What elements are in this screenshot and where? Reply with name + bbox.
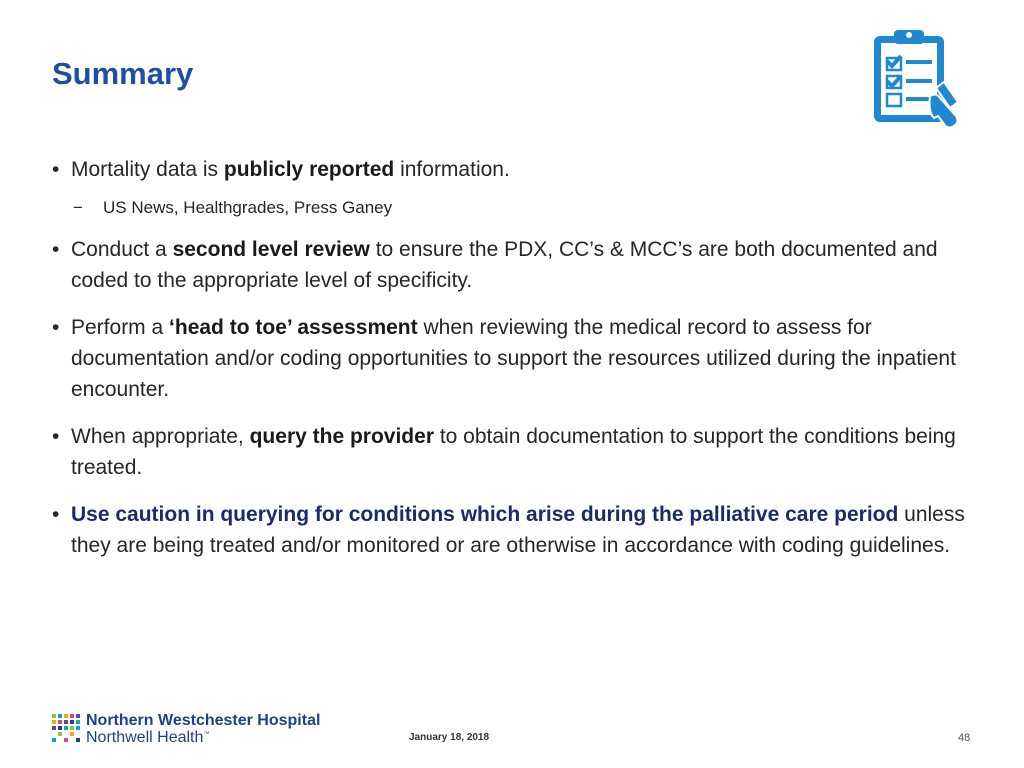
logo-hospital-name: Northern Westchester Hospital [86, 712, 321, 729]
sub-bullet-item [50, 196, 980, 220]
bullet-dot: • [52, 316, 60, 339]
logo-grid-dot [64, 714, 68, 718]
bullet-item [50, 499, 980, 561]
bullet-dot: • [52, 158, 60, 181]
sub-bullet-dash: − [73, 198, 83, 217]
logo-health-system-name [86, 729, 209, 747]
trademark-mark: ™ [203, 731, 210, 738]
logo-grid-icon [52, 714, 80, 744]
logo-grid-dot [58, 732, 62, 736]
bullet-text: Perform a [71, 316, 170, 339]
logo-grid-dot [52, 738, 56, 742]
bullet-item [50, 154, 980, 185]
bullet-text: Conduct a [71, 238, 173, 261]
logo-grid-dot [70, 720, 74, 724]
clipboard-checklist-icon [866, 26, 974, 130]
bullet-item [50, 234, 980, 296]
logo-grid-dot [76, 726, 80, 730]
logo-grid-dot [64, 726, 68, 730]
logo-grid-dot [64, 720, 68, 724]
logo-grid-dot [76, 738, 80, 742]
slide-title: Summary [52, 56, 194, 91]
bullet-list [50, 154, 980, 577]
bullet-item [50, 421, 980, 483]
northwell-logo [52, 712, 342, 748]
logo-grid-dot [58, 720, 62, 724]
logo-grid-dot [76, 720, 80, 724]
bullet-dot: • [52, 503, 60, 526]
logo-grid-dot [64, 738, 68, 742]
logo-grid-dot [76, 714, 80, 718]
bullet-dot: • [52, 238, 60, 261]
logo-grid-dot [52, 726, 56, 730]
logo-northwell-text: Northwell Health [86, 729, 204, 746]
bullet-text: unless they are being treated and/or monitored or are otherwise in accordance with coding guidelines. [71, 503, 965, 557]
logo-grid-dot [52, 720, 56, 724]
footer-date: January 18, 2018 [409, 732, 490, 743]
logo-grid-dot [70, 732, 74, 736]
logo-grid-dot [58, 714, 62, 718]
bullet-text: information. [394, 158, 510, 181]
logo-grid-dot [52, 714, 56, 718]
bullet-emphasis: query the provider [249, 425, 434, 448]
logo-grid-dot [58, 726, 62, 730]
sub-bullet-text: US News, Healthgrades, Press Ganey [103, 198, 393, 217]
logo-grid-dot [70, 726, 74, 730]
bullet-text: Mortality data is [71, 158, 224, 181]
bullet-emphasis: Use caution in querying for conditions which arise during the palliative care period [71, 503, 899, 526]
bullet-text: When appropriate, [71, 425, 250, 448]
logo-grid-dot [70, 714, 74, 718]
page-number: 48 [958, 732, 971, 744]
bullet-emphasis: publicly reported [223, 158, 395, 181]
bullet-emphasis: ‘head to toe’ assessment [169, 316, 418, 339]
bullet-text: to ensure the PDX, CC’s & MCC’s are both documented and coded to the appropriate level of specificity. [71, 238, 938, 292]
bullet-emphasis: second level review [172, 238, 370, 261]
bullet-text: when reviewing the medical record to assess for documentation and/or coding opportunities to support the resources utilized during the inpatient encounter. [71, 316, 956, 401]
bullet-item [50, 312, 980, 405]
bullet-text: to obtain documentation to support the conditions being treated. [71, 425, 956, 479]
bullet-dot: • [52, 425, 60, 448]
